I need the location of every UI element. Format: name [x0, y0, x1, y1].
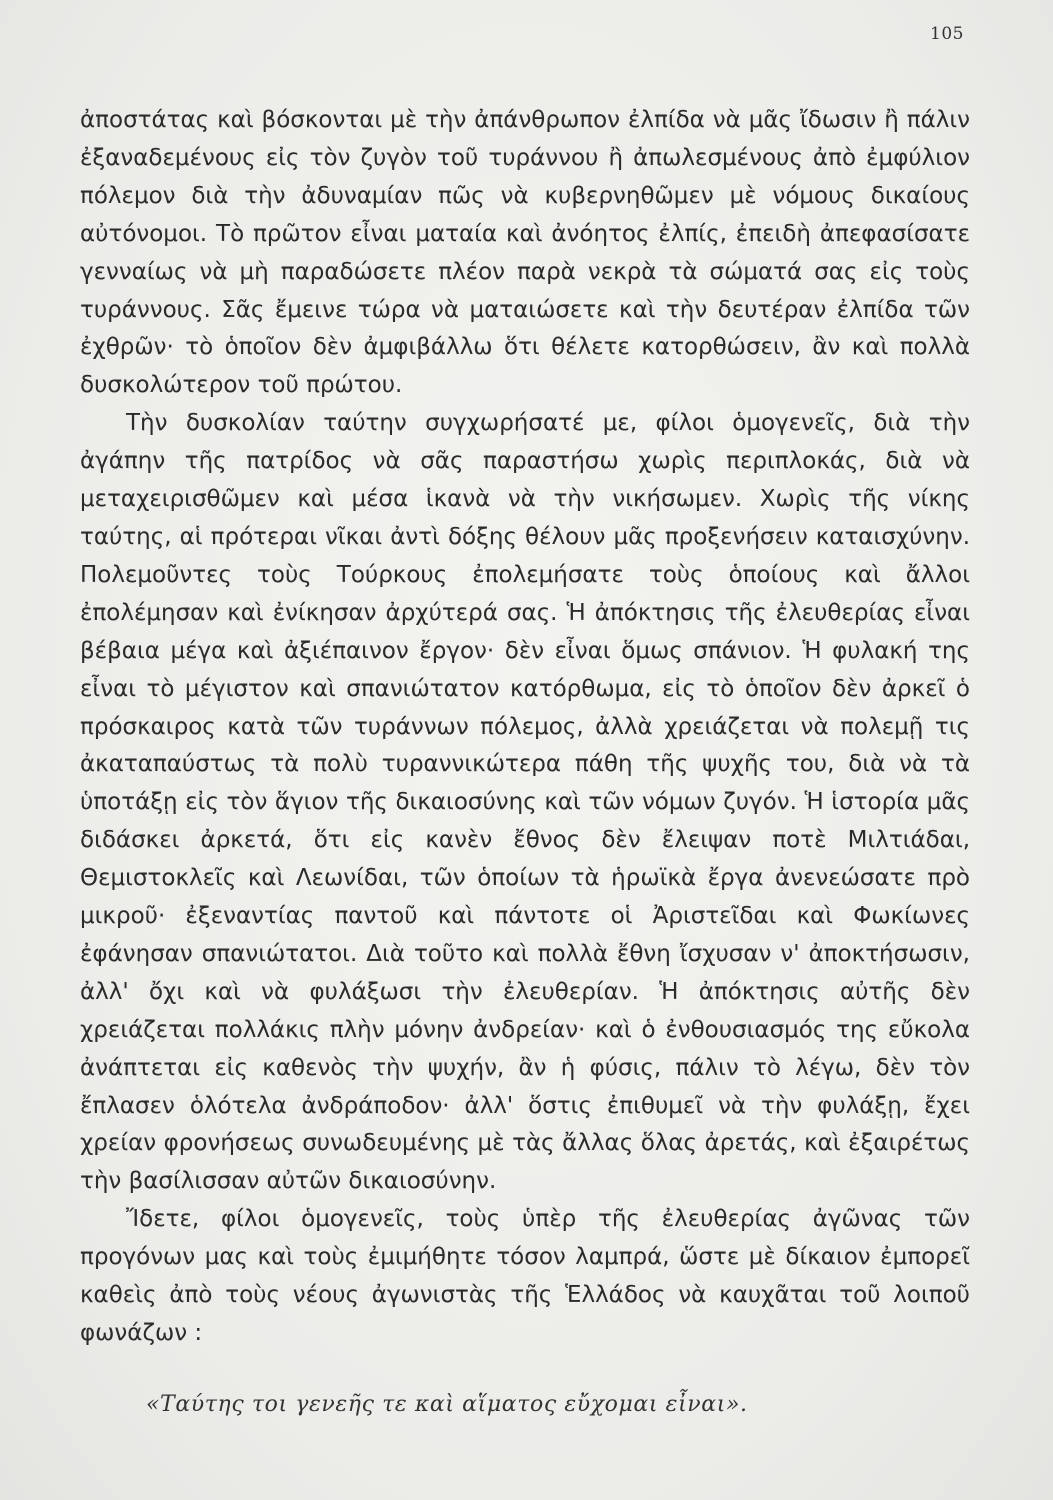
body-text	[80, 102, 970, 1353]
closing-quote: «Ταύτης τοι γενεῆς τε καὶ αἵματος εὔχομαι εἶναι».	[146, 1392, 748, 1417]
page-number: 105	[930, 24, 964, 44]
paragraph: Τὴν δυσκολίαν ταύτην συγχωρήσατέ με, φίλοι ὁμογενεῖς, διὰ τὴν ἀγάπην τῆς πατρίδος νὰ σᾶς παραστήσω χωρὶς περιπλοκάς, διὰ νὰ μεταχειρισθῶμεν καὶ μέσα ἱκανὰ νὰ τὴν νικήσωμεν. Χωρὶς τῆς νίκης ταύτης, αἱ πρότεραι νῖκαι ἀντὶ δόξης θέλουν μᾶς προξενήσειν καταισχύνην. Πολεμοῦντες τοὺς Τούρκους ἐπολεμήσατε τοὺς ὁποίους καὶ ἄλλοι ἐπολέμησαν καὶ ἐνίκησαν ἀρχύτερά σας. Ἡ ἀπόκτησις τῆς ἐλευθερίας εἶναι βέβαια μέγα καὶ ἀξιέπαινον ἔργον· δὲν εἶναι ὅμως σπάνιον. Ἡ φυλακή της εἶναι τὸ μέγιστον καὶ σπανιώτατον κατόρθωμα, εἰς τὸ ὁποῖον δὲν ἀρκεῖ ὁ πρόσκαιρος κατὰ τῶν τυράννων πόλεμος, ἀλλὰ χρειάζεται νὰ πολεμῇ τις ἀκαταπαύστως τὰ πολὺ τυραννικώτερα πάθη τῆς ψυχῆς του, διὰ νὰ τὰ ὑποτάξῃ εἰς τὸν ἅγιον τῆς δικαιοσύνης καὶ τῶν νόμων ζυγόν. Ἡ ἱστορία μᾶς διδάσκει ἀρκετά, ὅτι εἰς κανὲν ἔθνος δὲν ἔλειψαν ποτὲ Μιλτιάδαι, Θεμιστοκλεῖς καὶ Λεωνίδαι, τῶν ὁποίων τὰ ἡρωϊκὰ ἔργα ἀνενεώσατε πρὸ μικροῦ· ἐξεναντίας παντοῦ καὶ πάντοτε οἱ Ἀριστεῖδαι καὶ Φωκίωνες ἐφάνησαν σπανιώτατοι. Διὰ τοῦτο καὶ πολλὰ ἔθνη ἴσχυσαν ν' ἀποκτήσωσιν, ἀλλ' ὄχι καὶ νὰ φυλάξωσι τὴν ἐλευθερίαν. Ἡ ἀπόκτησις αὐτῆς δὲν χρειάζεται πολλάκις πλὴν μόνην ἀνδρείαν· καὶ ὁ ἐνθουσιασμός της εὔκολα ἀνάπτεται εἰς καθενὸς τὴν ψυχήν, ἂν ἡ φύσις, πάλιν τὸ λέγω, δὲν τὸν ἔπλασεν ὁλότελα ἀνδράποδον· ἀλλ' ὅστις ἐπιθυμεῖ νὰ τὴν φυλάξῃ, ἔχει χρείαν φρονήσεως συνωδευμένης μὲ τὰς ἄλλας ὅλας ἀρετάς, καὶ ἐξαιρέτως τὴν βασίλισσαν αὐτῶν δικαιοσύνην.	[80, 410, 970, 1195]
paragraph: Ἴδετε, φίλοι ὁμογενεῖς, τοὺς ὑπὲρ τῆς ἐλευθερίας ἀγῶνας τῶν προγόνων μας καὶ τοὺς ἐμιμήθητε τόσον λαμπρά, ὥστε μὲ δίκαιον ἐμπορεῖ καθεὶς ἀπὸ τοὺς νέους ἀγωνιστὰς τῆς Ἑλλάδος νὰ καυχᾶται τοῦ λοιποῦ φωνάζων :	[80, 1206, 970, 1346]
paragraph-continuation: ἀποστάτας καὶ βόσκονται μὲ τὴν ἀπάνθρωπον ἐλπίδα νὰ μᾶς ἴδωσιν ἢ πάλιν ἐξαναδεμένους εἰς τὸν ζυγὸν τοῦ τυράννου ἢ ἀπωλεσμένους ἀπὸ ἐμφύλιον πόλεμον διὰ τὴν ἀδυναμίαν πῶς νὰ κυβερνηθῶμεν μὲ νόμους δικαίους αὐτόνομοι. Τὸ πρῶτον εἶναι ματαία καὶ ἀνόητος ἐλπίς, ἐπειδὴ ἀπεφασίσατε γενναίως νὰ μὴ παραδώσετε πλέον παρὰ νεκρὰ τὰ σώματά σας εἰς τοὺς τυράννους. Σᾶς ἔμεινε τώρα νὰ ματαιώσετε καὶ τὴν δευτέραν ἐλπίδα τῶν ἐχθρῶν· τὸ ὁποῖον δὲν ἀμφιβάλλω ὅτι θέλετε κατορθώσειν, ἂν καὶ πολλὰ δυσκολώτερον τοῦ πρώτου.	[80, 107, 970, 399]
